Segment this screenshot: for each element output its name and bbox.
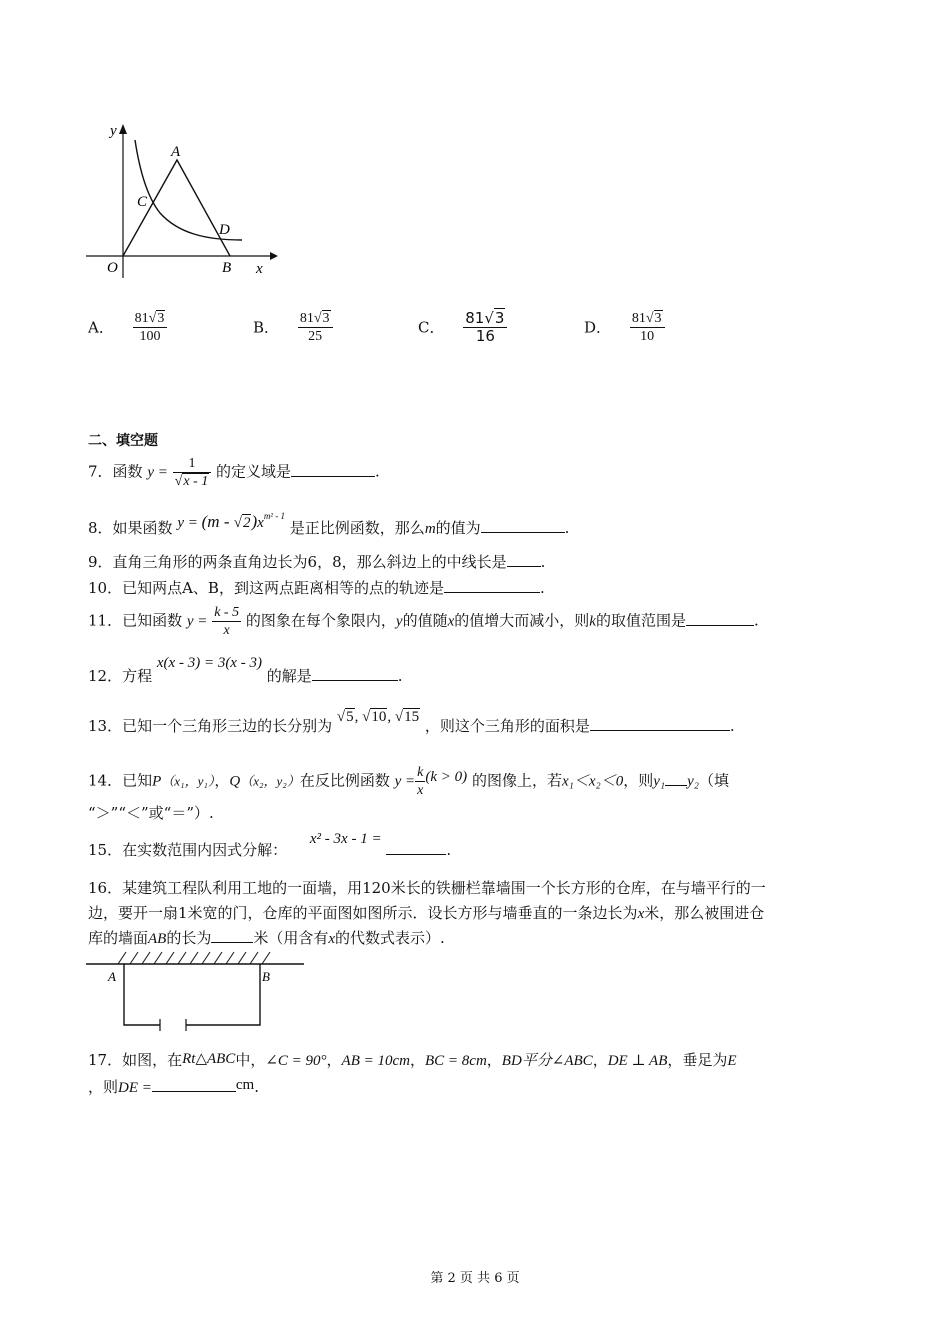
question-16-line2: [88, 903, 764, 924]
math-expr: y =: [147, 464, 168, 481]
radicand: 3: [654, 311, 662, 326]
question-text: 的解是: [266, 667, 312, 685]
question-number: 17．: [88, 1051, 123, 1069]
question-13: [88, 709, 735, 737]
fence-right: [186, 964, 260, 1025]
question-text: 的值增大而减小，则: [454, 611, 590, 630]
fraction-numerator: k - 5: [214, 605, 240, 620]
math-expr: x² - 3x - 1 =: [309, 831, 382, 847]
question-text: 米（用含有: [253, 929, 329, 947]
point-d-label: D: [219, 222, 230, 238]
question-16-line1: 16．某建筑工程队利用工地的一面墙，用120米长的铁栅栏靠墙围一个长方形的仓库，在与墙平行的一: [88, 879, 766, 897]
question-8: [88, 512, 569, 539]
question-end: .: [564, 519, 570, 537]
question-text: 的取值范围是: [595, 611, 686, 630]
wall-hatching: [118, 952, 270, 964]
math-expr: DE =: [118, 1080, 152, 1096]
y-axis-arrow: [119, 124, 127, 134]
option-fraction: $\frac{81√3}{16}$: [463, 310, 507, 345]
fraction: [415, 764, 425, 799]
question-text: 边，要开一扇1米宽的门，仓库的平面图如图所示．设长方形与墙垂直的一条边长为: [88, 904, 638, 922]
option-fraction: $\frac{81√3}{10}$: [630, 310, 665, 345]
page-footer: 第 2 页 共 6 页: [430, 1271, 520, 1286]
question-text: ，垂足为: [667, 1051, 728, 1069]
fraction-denominator: 25: [308, 329, 323, 344]
option-fraction: $\frac{81√3}{25}$: [298, 310, 333, 345]
question-text: ，: [214, 771, 230, 790]
option-a[interactable]: [88, 310, 167, 345]
fraction-numerator: 81: [134, 311, 149, 326]
radicand: x - 1: [183, 474, 209, 489]
option-d[interactable]: [584, 310, 665, 345]
question-text: （填: [698, 771, 729, 790]
question-text: 方程: [122, 667, 153, 685]
radicand: 3: [157, 311, 165, 326]
math-expr: （x₂，y₂）: [240, 773, 300, 789]
question-17: [88, 1050, 737, 1071]
question-number: 8．: [88, 519, 113, 537]
answer-blank[interactable]: [211, 942, 253, 943]
math-var: x: [447, 613, 455, 630]
question-end: .: [375, 462, 380, 481]
question-text: ，: [592, 1051, 608, 1069]
question-text: 10．已知两点A、B，到这两点距离相等的点的轨迹是: [88, 579, 444, 597]
fig-label-a: A: [108, 969, 116, 984]
answer-blank[interactable]: [507, 566, 541, 567]
math-expr: ∠C = 90°: [265, 1053, 327, 1069]
fraction: [212, 604, 241, 639]
question-17-line2: [88, 1077, 259, 1098]
question-number: 12．: [88, 667, 123, 685]
x-axis-arrow: [270, 252, 278, 260]
math-expr: DE ⊥ AB: [607, 1053, 668, 1069]
y-label: y: [110, 123, 117, 139]
math-expr: y =: [186, 613, 208, 630]
fraction: $\frac{1}{√x - 1}$: [173, 455, 212, 490]
option-letter: D．: [584, 318, 612, 337]
question-text: 米，那么被围进仓: [644, 904, 765, 922]
question-14: [88, 764, 729, 799]
question-7: [88, 455, 380, 490]
warehouse-figure: [86, 950, 308, 1032]
question-number: 14．: [88, 771, 123, 790]
math-expr: （x₁，y₁）: [161, 773, 215, 789]
question-text: 已知一个三角形三边的长分别为: [122, 717, 333, 735]
math-var: x: [637, 906, 645, 922]
math-expr: √5, √10, √15: [336, 709, 420, 725]
question-text: 的定义域是: [216, 462, 292, 481]
fraction-numerator: 81: [631, 311, 646, 326]
fig-label-b: B: [262, 969, 270, 984]
fraction-denominator: 10: [640, 329, 655, 344]
math-var: k: [589, 613, 596, 630]
option-fraction: $\frac{81√3}{100}$: [133, 310, 168, 345]
question-text: 是正比例函数，那么: [289, 519, 425, 537]
question-end: .: [729, 717, 735, 735]
point-a-label: A: [171, 144, 181, 160]
question-text: 在实数范围内因式分解：: [122, 841, 288, 859]
question-text: 已知函数: [122, 611, 183, 630]
math-expr: BC = 8cm: [425, 1053, 487, 1069]
fraction-numerator: 81: [299, 311, 314, 326]
fraction-denominator: x: [223, 623, 230, 638]
fraction-numerator: k: [417, 765, 424, 780]
question-text: 的值为: [435, 519, 481, 537]
math-expr: x₁＜x₂＜0: [561, 773, 624, 790]
math-expr: BD平分∠ABC: [501, 1053, 593, 1069]
math-var: m: [424, 521, 436, 537]
answer-blank[interactable]: [590, 730, 730, 731]
question-number: 15．: [88, 841, 123, 859]
question-text: 在反比例函数: [299, 771, 390, 790]
question-number: 11．: [88, 611, 123, 630]
answer-blank[interactable]: [386, 854, 446, 855]
answer-blank[interactable]: [291, 476, 375, 477]
question-text: ，则: [88, 1078, 119, 1096]
answer-blank[interactable]: [686, 625, 754, 626]
math-expr: Rt△ABC: [182, 1051, 236, 1067]
math-expr: y =: [394, 773, 416, 790]
answer-blank[interactable]: [152, 1091, 236, 1092]
question-text: 如果函数: [112, 519, 173, 537]
point-b-label: B: [222, 260, 232, 276]
fraction-numerator: 1: [173, 455, 212, 473]
fraction-numerator: 81: [465, 309, 485, 327]
question-text: 中，: [235, 1051, 266, 1069]
question-text: 的代数式表示）.: [335, 929, 445, 947]
math-var: E: [727, 1053, 737, 1069]
math-expr: AB = 10cm: [341, 1053, 410, 1069]
question-end: .: [539, 579, 545, 597]
question-11: [88, 604, 759, 639]
question-16-line3: [88, 928, 445, 949]
question-number: 7．: [88, 462, 113, 481]
math-var: y₁: [653, 773, 666, 790]
fence-left: [124, 964, 160, 1025]
question-text: ，: [486, 1051, 502, 1069]
question-end: .: [446, 841, 452, 859]
fraction-denominator: 16: [475, 327, 495, 345]
question-text: ，: [326, 1051, 342, 1069]
radicand: 3: [322, 311, 330, 326]
question-text: ，: [409, 1051, 425, 1069]
question-text: 库的墙面: [88, 929, 149, 947]
section-title: 二、填空题: [88, 433, 158, 449]
radicand: 3: [494, 309, 505, 327]
question-text: 的图象在每个象限内，: [245, 611, 396, 630]
question-15: [88, 831, 452, 861]
question-text: 的值随: [402, 611, 448, 630]
math-var: y: [395, 613, 403, 630]
fraction-denominator: x: [417, 783, 424, 798]
math-var: y₂: [687, 773, 699, 790]
question-text: 函数: [112, 462, 143, 481]
x-label: x: [256, 261, 263, 277]
math-var: x: [328, 931, 336, 947]
option-letter: B．: [253, 318, 280, 337]
question-text: 的长为: [166, 929, 212, 947]
question-text: 9．直角三角形的两条直角边长为6，8，那么斜边上的中线长是: [88, 553, 507, 571]
question-text: 的图像上，若: [471, 771, 562, 790]
question-end: .: [254, 1078, 259, 1096]
question-end: .: [397, 667, 403, 685]
q6-graph: [80, 118, 280, 283]
question-number: 13．: [88, 717, 123, 735]
option-letter: A．: [88, 318, 114, 337]
question-text: ，则: [623, 771, 654, 790]
point-c-label: C: [137, 194, 148, 210]
option-c[interactable]: [418, 310, 507, 345]
answer-blank[interactable]: [444, 592, 540, 593]
question-end: .: [540, 553, 546, 571]
answer-blank[interactable]: [665, 785, 687, 786]
math-expr: x(x - 3) = 3(x - 3): [156, 655, 262, 671]
option-b[interactable]: [253, 310, 333, 345]
answer-blank[interactable]: [312, 680, 398, 681]
unit-label: cm: [235, 1077, 255, 1093]
question-10: [88, 578, 545, 598]
question-end: .: [753, 611, 759, 630]
option-letter: C．: [418, 318, 445, 337]
question-9: [88, 552, 545, 572]
question-text: 已知: [122, 771, 153, 790]
question-text: ，则这个三角形的面积是: [424, 717, 590, 735]
point-o-label: O: [107, 260, 118, 276]
question-text: 如图，在: [122, 1051, 183, 1069]
math-expr: $y = (m - √2)x^{m^2 - 1}$: [177, 511, 286, 531]
math-var: AB: [148, 931, 167, 947]
fraction-denominator: 100: [139, 329, 161, 344]
question-14-line2: “＞”“＜”或“＝”）.: [88, 804, 214, 822]
answer-blank[interactable]: [481, 532, 565, 533]
question-12: [88, 655, 403, 687]
math-var: P: [152, 773, 162, 790]
math-expr: (k > 0): [425, 768, 468, 785]
math-var: Q: [229, 773, 241, 790]
